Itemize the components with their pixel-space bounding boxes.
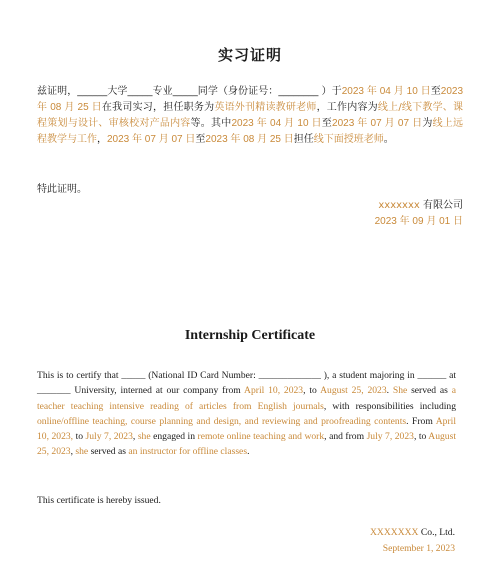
- zh-period1-end: 2023 年 07 月 07 日: [332, 118, 423, 129]
- zh-text: 担任: [293, 134, 314, 145]
- zh-start-date: 2023 年 04 月 10 日: [341, 86, 431, 97]
- zh-closing: 特此证明。: [37, 184, 87, 195]
- zh-text: ，工作内容为: [316, 102, 378, 113]
- en-text: to: [73, 431, 86, 443]
- en-period1-start: April 10, 2023,: [37, 415, 456, 443]
- en-body-paragraph: [37, 368, 456, 460]
- en-text: ,: [132, 431, 138, 443]
- zh-text: 兹证明，______大学_____专业_____同学（身份证号：________ ）于: [37, 86, 342, 97]
- en-text: , with responsibilities including: [323, 400, 456, 412]
- zh-duty-main: 线上/线下教学、课程策划与设计、审核校对产品内容: [37, 102, 464, 129]
- en-text: .: [247, 446, 250, 458]
- en-period2-start: July 7, 2023: [366, 431, 414, 443]
- zh-issue-date: 2023 年 09 月 01 日: [374, 216, 463, 227]
- zh-period2-start: 2023 年 07 月 07 日: [107, 134, 196, 145]
- zh-position: 英语外刊精读教研老师: [214, 102, 317, 113]
- en-text: , and from: [324, 431, 367, 443]
- zh-duty-remote: 线上远程教学与工作: [37, 118, 464, 145]
- en-text: served as: [407, 385, 452, 397]
- en-pronoun: she: [137, 431, 151, 443]
- en-text: .: [386, 385, 393, 397]
- en-title: Internship Certificate: [184, 328, 316, 343]
- zh-body-paragraph: [37, 84, 463, 148]
- en-pronoun: She: [392, 385, 408, 397]
- zh-text: 。: [383, 134, 394, 145]
- en-text: , to: [413, 431, 429, 443]
- en-remote-work: remote online teaching and work: [197, 431, 325, 443]
- zh-text: 至: [195, 134, 206, 145]
- en-text: engaged in: [150, 431, 198, 443]
- en-closing: This certificate is hereby issued.: [37, 495, 161, 506]
- zh-duty-offline: 线下面授班老师: [313, 134, 384, 145]
- en-text: , to: [303, 385, 321, 397]
- en-end-date: August 25, 2023: [320, 385, 387, 397]
- zh-company-signature: [378, 196, 463, 211]
- zh-title: 实习证明: [217, 46, 282, 64]
- en-company-placeholder: XXXXXXX: [369, 527, 419, 538]
- zh-text: 至: [321, 118, 333, 129]
- zh-company-placeholder: xxxxxxx: [378, 200, 420, 211]
- en-text: served as: [88, 446, 129, 458]
- en-duties: online/offline teaching, course planning and design, and reviewing and proofreading contents: [37, 415, 407, 427]
- en-role-instructor: an instructor for offline classes: [128, 446, 248, 458]
- zh-end-date: 2023 年 08 月 25 日: [37, 86, 464, 113]
- en-pronoun: she: [75, 446, 89, 458]
- en-period2-end: August 25, 2023: [37, 431, 456, 458]
- zh-text: 至: [430, 86, 441, 97]
- zh-text: 等。其中: [190, 118, 232, 129]
- zh-period2-end: 2023 年 08 月 25 日: [205, 134, 294, 145]
- zh-text: 在我司实习，担任职务为: [101, 102, 215, 113]
- en-company-suffix: Co., Ltd.: [418, 527, 455, 538]
- en-role-teacher: a teacher teaching intensive reading of articles from English journals: [37, 385, 457, 412]
- en-text: ,: [70, 446, 76, 458]
- en-text: . From: [406, 415, 436, 427]
- zh-text: ，: [97, 134, 107, 145]
- en-start-date: April 10, 2023: [244, 385, 304, 397]
- zh-text: 为: [422, 118, 433, 129]
- en-issue-date: September 1, 2023: [382, 543, 455, 554]
- en-company-signature: [370, 527, 455, 538]
- zh-period1-start: 2023 年 04 月 10 日: [231, 118, 322, 129]
- en-text: This is to certify that _____ (National ID Card Number: _____________ ), a student majoring in ______ at _______ University, interned at our company from: [37, 370, 456, 397]
- zh-company-suffix: 有限公司: [419, 200, 463, 211]
- en-period1-end: July 7, 2023: [85, 431, 133, 443]
